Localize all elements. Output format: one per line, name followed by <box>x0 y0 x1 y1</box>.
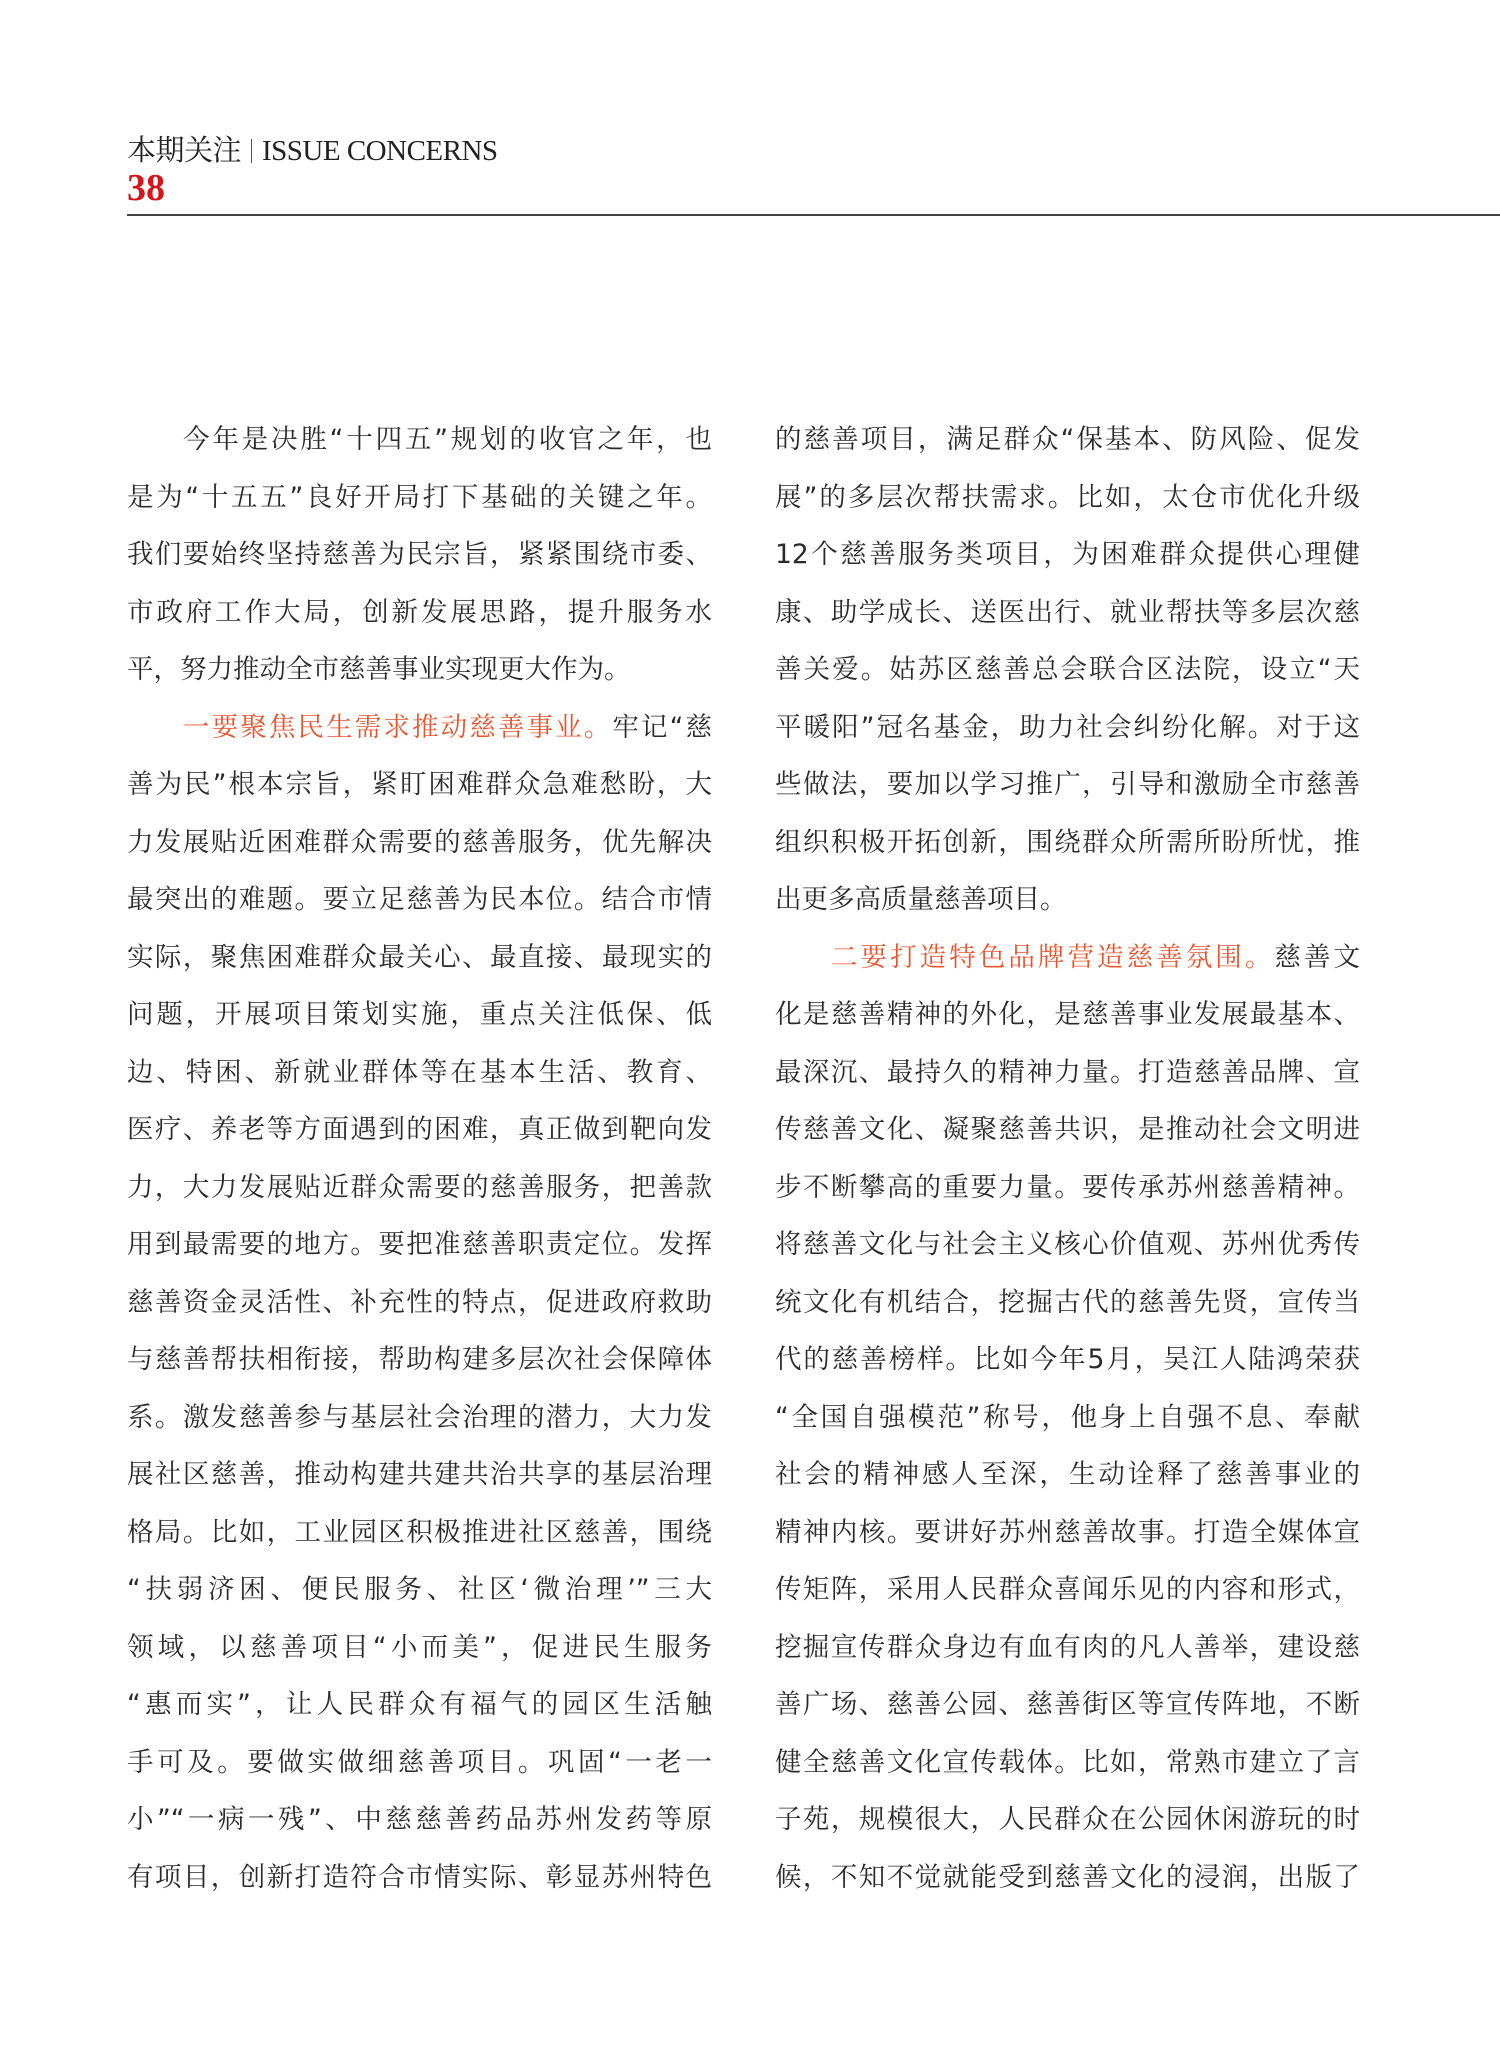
body-text: 是为“十五五”良好开局打下基础的关键之年。 <box>127 481 712 513</box>
text-line <box>775 1734 1360 1792</box>
body-text: 最深沉、最持久的精神力量。打造慈善品牌、宣 <box>775 1056 1360 1088</box>
body-text: 与慈善帮扶相衔接，帮助构建多层次社会保障体 <box>127 1344 712 1375</box>
body-text: 善广场、慈善公园、慈善街区等宣传阵地，不断 <box>775 1689 1360 1720</box>
body-text: 步不断攀高的重要力量。要传承苏州慈善精神。 <box>775 1171 1360 1203</box>
section-heading-highlight: 二要打造特色品牌营造慈善氛围。 <box>831 941 1275 973</box>
text-line <box>775 814 1360 872</box>
text-line <box>775 1849 1360 1907</box>
body-text: 慈善文 <box>1274 941 1360 973</box>
body-text: 的慈善项目，满足群众“保基本、防风险、促发 <box>775 424 1360 455</box>
body-text: 传慈善文化、凝聚慈善共识，是推动社会文明进 <box>775 1114 1360 1145</box>
section-heading-highlight: 一要聚焦民生需求推动慈善事业。 <box>183 711 613 743</box>
body-text: 展”的多层次帮扶需求。比如，太仓市优化升级 <box>775 481 1360 513</box>
text-line <box>775 1446 1360 1504</box>
text-line <box>775 699 1360 757</box>
text-line <box>127 584 712 642</box>
body-text: 组织积极开拓创新，围绕群众所需所盼所忧，推 <box>775 826 1360 858</box>
text-line <box>127 756 712 814</box>
body-text: 领域，以慈善项目“小而美”，促进民生服务 <box>127 1631 712 1663</box>
text-line <box>775 986 1360 1044</box>
text-line <box>127 1791 712 1849</box>
text-line <box>775 641 1360 699</box>
body-text: 边、特困、新就业群体等在基本生活、教育、 <box>127 1056 712 1088</box>
body-text: 展社区慈善，推动构建共建共治共享的基层治理 <box>127 1459 712 1490</box>
text-line <box>127 1159 712 1217</box>
body-text: 用到最需要的地方。要把准慈善职责定位。发挥 <box>127 1229 712 1260</box>
body-text: 最突出的难题。要立足慈善为民本位。结合市情 <box>127 884 712 915</box>
text-line <box>775 756 1360 814</box>
header-separator <box>251 139 252 163</box>
text-line <box>775 1561 1360 1619</box>
section-header <box>127 128 498 169</box>
body-text: 牢记“慈 <box>612 711 712 743</box>
text-line <box>127 411 712 469</box>
body-text: “惠而实”，让人民群众有福气的园区生活触 <box>127 1689 712 1720</box>
body-text: 挖掘宣传群众身边有血有肉的凡人善举，建设慈 <box>775 1631 1360 1663</box>
body-text: 传矩阵，采用人民群众喜闻乐见的内容和形式， <box>775 1574 1360 1605</box>
text-line <box>775 469 1360 527</box>
text-line <box>775 1101 1360 1159</box>
body-text: 12个慈善服务类项目，为困难群众提供心理健 <box>775 539 1360 570</box>
article-column-right <box>775 411 1360 1906</box>
section-title-cn: 本期关注 <box>127 135 242 167</box>
text-line <box>775 871 1360 929</box>
body-text: 社会的精神感人至深，生动诠释了慈善事业的 <box>775 1459 1360 1490</box>
text-line <box>127 1734 712 1792</box>
body-text: 格局。比如，工业园区积极推进社区慈善，围绕 <box>127 1516 712 1548</box>
body-text: 系。激发慈善参与基层社会治理的潜力，大力发 <box>127 1401 712 1433</box>
body-text: 有项目，创新打造符合市情实际、彰显苏州特色 <box>127 1861 712 1893</box>
text-line <box>775 526 1360 584</box>
text-line <box>775 1504 1360 1562</box>
body-text: 善为民”根本宗旨，紧盯困难群众急难愁盼，大 <box>127 769 712 800</box>
text-line <box>127 699 712 757</box>
body-text: 慈善资金灵活性、补充性的特点，促进政府救助 <box>127 1286 712 1318</box>
text-line <box>127 526 712 584</box>
body-text: 市政府工作大局，创新发展思路，提升服务水 <box>127 596 712 628</box>
body-text: “扶弱济困、便民服务、社区‘微治理’”三大 <box>127 1574 712 1605</box>
body-text: 子苑，规模很大，人民群众在公园休闲游玩的时 <box>775 1804 1360 1835</box>
body-text: 候，不知不觉就能受到慈善文化的浸润，出版了 <box>775 1861 1360 1893</box>
body-text: 健全慈善文化宣传载体。比如，常熟市建立了言 <box>775 1746 1360 1778</box>
body-text: 医疗、养老等方面遇到的困难，真正做到靶向发 <box>127 1114 712 1145</box>
text-line <box>775 1791 1360 1849</box>
body-text: 出更多高质量慈善项目。 <box>775 884 1067 915</box>
body-text: 代的慈善榜样。比如今年5月，吴江人陆鸿荣获 <box>775 1344 1360 1375</box>
body-text: 力，大力发展贴近群众需要的慈善服务，把善款 <box>127 1171 712 1203</box>
text-line <box>127 1044 712 1102</box>
body-text: 平暖阳”冠名基金，助力社会纠纷化解。对于这 <box>775 711 1360 743</box>
text-line <box>775 1389 1360 1447</box>
body-text: “全国自强模范”称号，他身上自强不息、奉献 <box>775 1401 1360 1433</box>
body-text: 将慈善文化与社会主义核心价值观、苏州优秀传 <box>775 1229 1360 1260</box>
text-line <box>127 986 712 1044</box>
body-text: 康、助学成长、送医出行、就业帮扶等多层次慈 <box>775 596 1360 628</box>
text-line <box>127 929 712 987</box>
header-rule <box>127 214 1500 216</box>
text-line <box>775 1216 1360 1274</box>
text-line <box>775 411 1360 469</box>
body-text: 手可及。要做实做细慈善项目。巩固“一老一 <box>127 1746 712 1778</box>
body-text: 力发展贴近困难群众需要的慈善服务，优先解决 <box>127 826 712 858</box>
text-line <box>127 1331 712 1389</box>
text-line <box>775 1159 1360 1217</box>
text-line <box>127 1561 712 1619</box>
page-number: 38 <box>127 167 165 209</box>
text-line <box>127 641 712 699</box>
article-column-left <box>127 411 712 1906</box>
text-line <box>127 1446 712 1504</box>
body-text: 小”“一病一残”、中慈慈善药品苏州发药等原 <box>127 1804 712 1835</box>
body-text: 实际，聚焦困难群众最关心、最直接、最现实的 <box>127 941 712 973</box>
body-text: 今年是决胜“十四五”规划的收官之年，也 <box>183 424 712 455</box>
text-line <box>127 814 712 872</box>
text-line <box>127 1101 712 1159</box>
text-line <box>127 1274 712 1332</box>
text-line <box>127 871 712 929</box>
text-line <box>775 1619 1360 1677</box>
text-line <box>775 584 1360 642</box>
body-text: 我们要始终坚持慈善为民宗旨，紧紧围绕市委、 <box>127 539 712 570</box>
body-text: 平，努力推动全市慈善事业实现更大作为。 <box>127 654 631 685</box>
body-text: 善关爱。姑苏区慈善总会联合区法院，设立“天 <box>775 654 1360 685</box>
section-title-en: ISSUE CONCERNS <box>262 135 498 167</box>
text-line <box>127 1849 712 1907</box>
text-line <box>127 1619 712 1677</box>
text-line <box>775 1274 1360 1332</box>
text-line <box>127 1676 712 1734</box>
body-text: 问题，开展项目策划实施，重点关注低保、低 <box>127 999 712 1030</box>
body-text: 化是慈善精神的外化，是慈善事业发展最基本、 <box>775 999 1360 1030</box>
text-line <box>127 469 712 527</box>
text-line <box>127 1504 712 1562</box>
text-line <box>775 1044 1360 1102</box>
body-text: 些做法，要加以学习推广，引导和激励全市慈善 <box>775 769 1360 800</box>
text-line <box>127 1216 712 1274</box>
text-line <box>775 929 1360 987</box>
body-text: 精神内核。要讲好苏州慈善故事。打造全媒体宣 <box>775 1516 1360 1548</box>
text-line <box>775 1331 1360 1389</box>
body-text: 统文化有机结合，挖掘古代的慈善先贤，宣传当 <box>775 1286 1360 1318</box>
text-line <box>127 1389 712 1447</box>
text-line <box>775 1676 1360 1734</box>
